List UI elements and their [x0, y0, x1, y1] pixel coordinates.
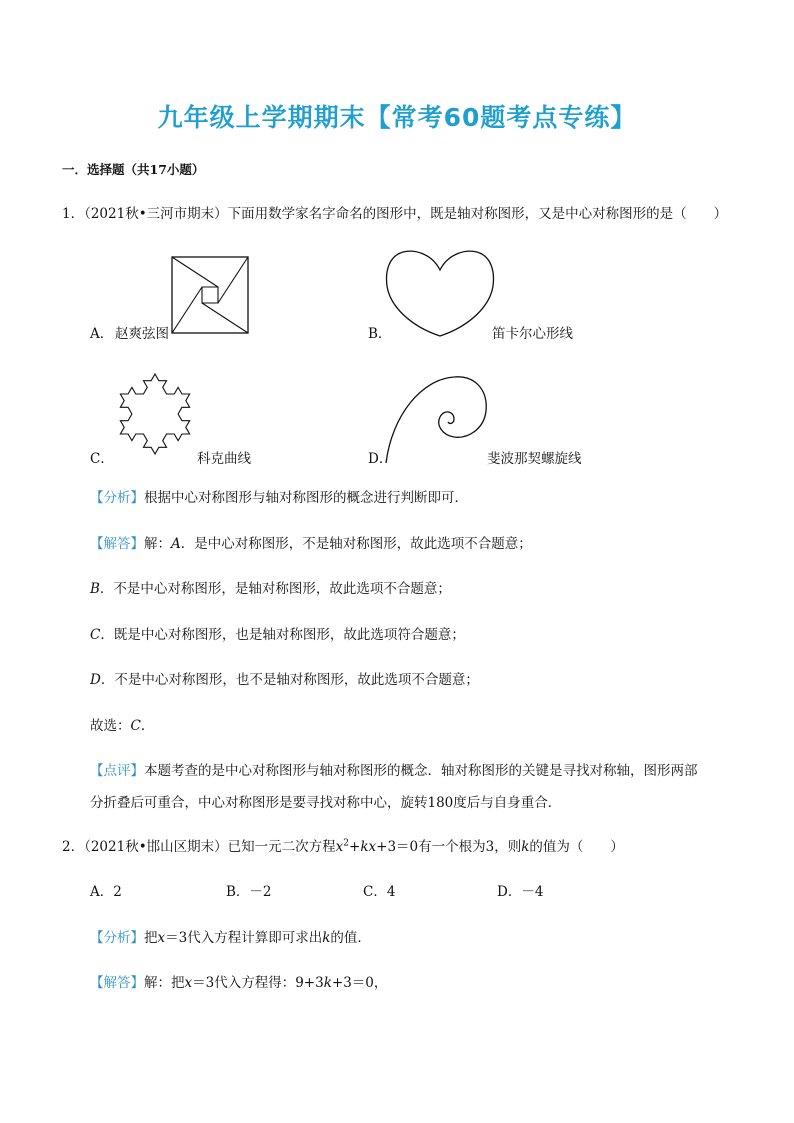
cardioid-curve-icon	[385, 246, 495, 338]
answer-tag: 【解答】	[90, 536, 144, 552]
eq-var: x	[335, 839, 344, 855]
q1-answer-line-c	[90, 623, 465, 643]
analysis-text: 的值．	[330, 930, 371, 946]
q1-option-b-caption: 笛卡尔心形线	[492, 326, 573, 342]
q2-analysis	[90, 926, 371, 946]
q1-final-choice	[90, 714, 154, 734]
answer-text: ．既是中心对称图形，也是轴对称图形，故此选项符合题意；	[100, 627, 465, 643]
answer-var: k	[323, 975, 332, 991]
eq-term: kx	[360, 839, 377, 855]
answer-text: ．不是中心对称图形，是轴对称图形，故此选项不合题意；	[99, 581, 451, 597]
eq-var: k	[521, 839, 530, 855]
answer-text: +3＝0，	[331, 975, 388, 991]
analysis-var: k	[322, 930, 331, 946]
analysis-var: x	[157, 930, 166, 946]
q1-answer-line-a	[90, 532, 532, 552]
answer-tag: 【解答】	[90, 975, 144, 991]
q2-option-a: A．2	[90, 884, 122, 900]
analysis-text: 根据中心对称图形与轴对称图形的概念进行判断即可．	[144, 490, 468, 506]
q2-option-c: C．4	[363, 884, 396, 900]
answer-text: ．不是中心对称图形，也不是轴对称图形，故此选项不合题意；	[100, 672, 479, 688]
choice-letter: C	[130, 718, 141, 734]
choice-prefix: 故选：	[90, 718, 131, 734]
choice-suffix: ．	[140, 718, 155, 734]
answer-var: x	[184, 975, 193, 991]
eq-plus: +	[349, 839, 361, 855]
q1-analysis	[90, 486, 468, 506]
koch-outline	[120, 374, 189, 454]
answer-text: 解：把	[144, 975, 185, 991]
q1-option-c-label: C．	[90, 451, 114, 467]
answer-letter: D	[90, 672, 101, 688]
analysis-text: ＝3代入方程计算即可求出	[165, 930, 323, 946]
q1-option-a-label: A．	[90, 326, 114, 342]
eq-exponent: 2	[343, 838, 350, 849]
q1-option-d-label: D．	[368, 451, 393, 467]
q1-comment-line1	[90, 759, 698, 779]
answer-letter: B	[90, 581, 100, 597]
stem-text: 有一个根为3，则	[418, 839, 522, 855]
answer-prefix: 解：	[144, 536, 171, 552]
q1-option-b-label: B．	[368, 326, 392, 342]
q1-option-d-caption: 斐波那契螺旋线	[487, 451, 582, 467]
q1-answer-line-d	[90, 668, 479, 688]
q2-option-d: D．－4	[497, 884, 544, 900]
fibonacci-spiral-icon	[384, 365, 490, 465]
comment-tag: 【点评】	[90, 763, 144, 779]
answer-text: ＝3代入方程得：9+3	[192, 975, 324, 991]
q1-option-c-caption: 科克曲线	[197, 451, 251, 467]
answer-text: ．是中心对称图形，不是轴对称图形，故此选项不合题意；	[180, 536, 532, 552]
q2-option-b: B．－2	[226, 884, 272, 900]
comment-text: 本题考查的是中心对称图形与轴对称图形的概念．轴对称图形的关键是寻找对称轴，图形两部	[144, 763, 698, 779]
eq-rest: +3＝0	[376, 839, 419, 855]
koch-snowflake-icon	[110, 362, 200, 462]
section-heading: 一．选择题（共17小题）	[62, 162, 205, 177]
q1-answer-line-b	[90, 577, 451, 597]
page-title: 九年级上学期期末【常考60题考点专练】	[157, 103, 637, 132]
analysis-tag: 【分析】	[90, 930, 144, 946]
stem-text: 2．（2021秋•邯山区期末）已知一元二次方程	[62, 839, 336, 855]
q1-stem: 1．（2021秋•三河市期末）下面用数学家名字命名的图形中，既是轴对称图形，又是中心对称图形的是（ ）	[62, 206, 728, 222]
answer-letter: A	[171, 536, 181, 552]
q1-option-a-caption: 赵爽弦图	[115, 326, 169, 342]
analysis-tag: 【分析】	[90, 490, 144, 506]
q1-comment-line2: 分折叠后可重合，中心对称图形是要寻找对称中心，旋转180度后与自身重合．	[90, 795, 562, 811]
stem-text: 的值为（ ）	[529, 839, 624, 855]
q2-stem	[62, 835, 624, 855]
answer-letter: C	[90, 627, 101, 643]
zhao-shuang-diagram-icon	[171, 256, 249, 334]
analysis-text: 把	[144, 930, 158, 946]
q2-answer	[90, 971, 387, 991]
